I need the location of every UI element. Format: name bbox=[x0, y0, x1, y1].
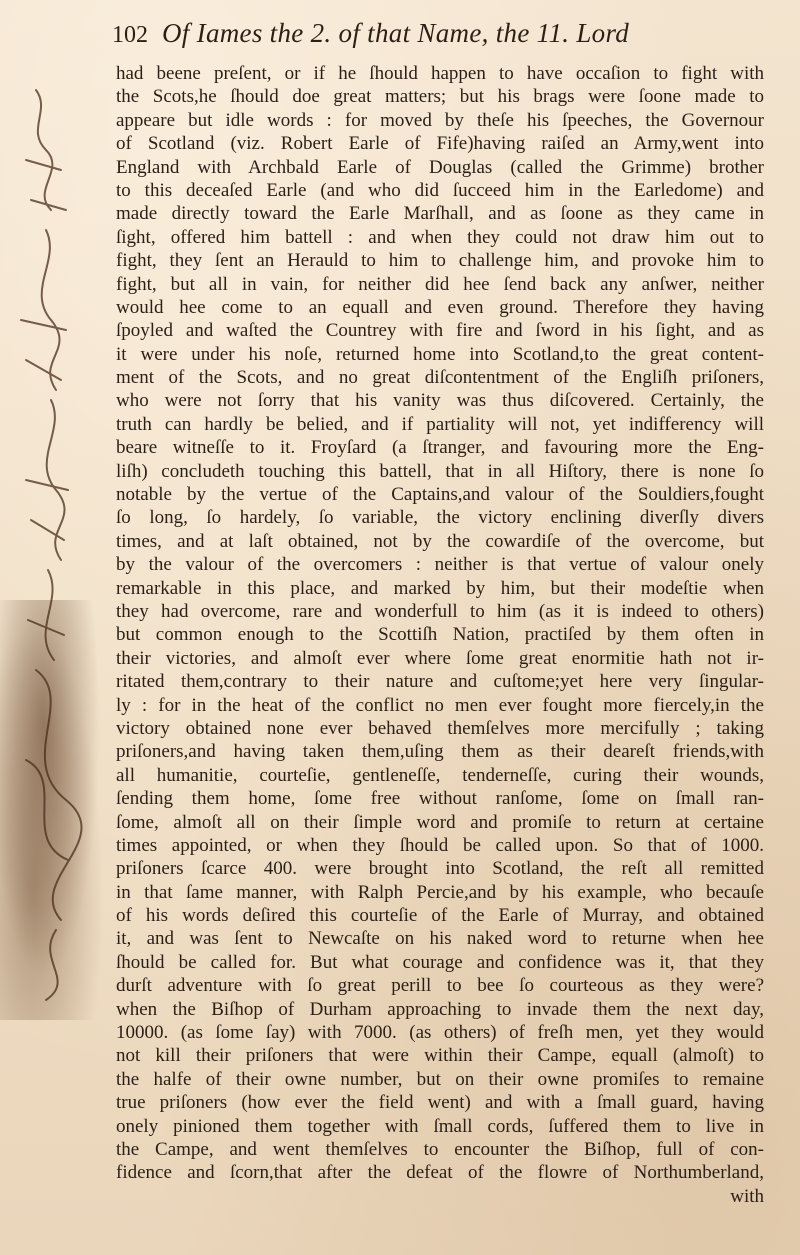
text-line: of his words deſired this courteſie of the Earle of Murray, and obtained bbox=[116, 905, 764, 927]
text-line: ſpoyled and waſted the Countrey with fire and ſword in his ſight, and as bbox=[116, 320, 764, 342]
text-line: ment of the Scots, and no great diſcontentment of the Engliſh priſoners, bbox=[116, 367, 764, 389]
text-line: ſight, offered him battell : and when they could not draw him out to bbox=[116, 226, 764, 248]
text-line: when the Biſhop of Durham approaching to invade them the next day, bbox=[116, 998, 764, 1020]
text-line: the Scots,he ſhould doe great matters; but his brags were ſoone made to bbox=[116, 86, 764, 108]
text-line: priſoners,and having taken them,uſing them as their deareſt friends,with bbox=[116, 741, 764, 763]
text-line: with bbox=[730, 1185, 764, 1207]
text-line: appeare but idle words : for moved by theſe his ſpeeches, the Governour bbox=[116, 109, 764, 131]
text-line: fidence and ſcorn,that after the defeat of the flowre of Northumberland, bbox=[116, 1162, 764, 1184]
text-line: but common enough to the Scottiſh Nation, practiſed by them often in bbox=[116, 624, 764, 646]
text-line: priſoners ſcarce 400. were brought into Scotland, the reſt all remitted bbox=[116, 858, 764, 880]
text-line: truth can hardly be belied, and if partiality will not, yet indifferency will bbox=[116, 413, 764, 435]
text-line: not kill their priſoners that were within their Campe, equall (almoſt) to bbox=[116, 1045, 764, 1067]
text-line: onely pinioned them together with ſmall cords, ſuffered them to live in bbox=[116, 1115, 764, 1137]
text-line: to this deceaſed Earle (and who did ſucceed him in the Earledome) and bbox=[116, 179, 764, 201]
text-line: ſo long, ſo hardely, ſo variable, the victory enclining diverſly divers bbox=[116, 507, 764, 529]
text-line: victory obtained none ever behaved themſelves more mercifully ; taking bbox=[116, 717, 764, 739]
text-line: durſt adventure with ſo great perill to bee ſo courteous as they were? bbox=[116, 975, 764, 997]
text-line: all humanitie, courteſie, gentleneſſe, tenderneſſe, curing their wounds, bbox=[116, 764, 764, 786]
marginal-handwriting bbox=[6, 60, 96, 1010]
text-line: liſh) concludeth touching this battell, that in all Hiſtory, there is none ſo bbox=[116, 460, 764, 482]
page-number: 102 bbox=[112, 22, 148, 48]
text-line: had beene preſent, or if he ſhould happen to have occaſion to fight with bbox=[116, 63, 764, 84]
text-line: who were not ſorry that his vanity was thus diſcovered. Certainly, the bbox=[116, 390, 764, 412]
text-line: the halfe of their owne number, but on their owne promiſes to remaine bbox=[116, 1068, 764, 1090]
text-line: remarkable in this place, and marked by him, but their modeſtie when bbox=[116, 577, 764, 599]
text-line: it were under his noſe, returned home into Scotland,to the great content- bbox=[116, 343, 764, 365]
text-line: made directly toward the Earle Marſhall, and as ſoone as they came in bbox=[116, 203, 764, 225]
text-line: ſome, almoſt all on their ſimple word and promiſe to return at certaine bbox=[116, 811, 764, 833]
body-text bbox=[116, 62, 764, 1208]
text-line: times appointed, or when they ſhould be called upon. So that of 1000. bbox=[116, 834, 764, 856]
text-line: ly : for in the heat of the conflict no men ever fought more fiercely,in the bbox=[116, 694, 764, 716]
text-line: times, and at laſt obtained, not by the cowardiſe of the overcome, but bbox=[116, 530, 764, 552]
text-line: fight, they ſent an Herauld to him to challenge him, and provoke him to bbox=[116, 250, 764, 272]
text-line: their victories, and almoſt ever where ſome great enormitie hath not ir- bbox=[116, 647, 764, 669]
text-line: notable by the vertue of the Captains,and valour of the Souldiers,fought bbox=[116, 484, 764, 506]
text-line: fight, but all in vain, for neither did hee ſend back any anſwer, neither bbox=[116, 273, 764, 295]
text-line: the Campe, and went themſelves to encounter the Biſhop, full of con- bbox=[116, 1138, 764, 1160]
text-line: 10000. (as ſome ſay) with 7000. (as others) of freſh men, yet they would bbox=[116, 1022, 764, 1044]
text-line: in that ſame manner, with Ralph Percie,and by his example, who becauſe bbox=[116, 881, 764, 903]
text-line: would hee come to an equall and even ground. Therefore they having bbox=[116, 296, 764, 318]
text-line: beare witneſſe to it. Froyſard (a ſtranger, and favouring more the Eng- bbox=[116, 437, 764, 459]
text-line: it, and was ſent to Newcaſte on his naked word to returne when hee bbox=[116, 928, 764, 950]
text-line: England with Archbald Earle of Douglas (called the Grimme) brother bbox=[116, 156, 764, 178]
text-line: of Scotland (viz. Robert Earle of Fife)having raiſed an Army,went into bbox=[116, 133, 764, 155]
text-line: by the valour of the overcomers : neither is that vertue of valour onely bbox=[116, 554, 764, 576]
text-line: ſending them home, ſome free without ranſome, ſome on ſmall ran- bbox=[116, 788, 764, 810]
text-line: true priſoners (how ever the field went) and with a ſmall guard, having bbox=[116, 1092, 764, 1114]
text-line: they had overcome, rare and wonderfull to him (as it is indeed to others) bbox=[116, 600, 764, 622]
running-head bbox=[112, 18, 752, 58]
running-title: Of Iames the 2. of that Name, the 11. Lord bbox=[162, 18, 630, 48]
text-line: ritated them,contrary to their nature and cuſtome;yet here very ſingular- bbox=[116, 671, 764, 693]
text-line: ſhould be called for. But what courage and confidence was it, that they bbox=[116, 951, 764, 973]
